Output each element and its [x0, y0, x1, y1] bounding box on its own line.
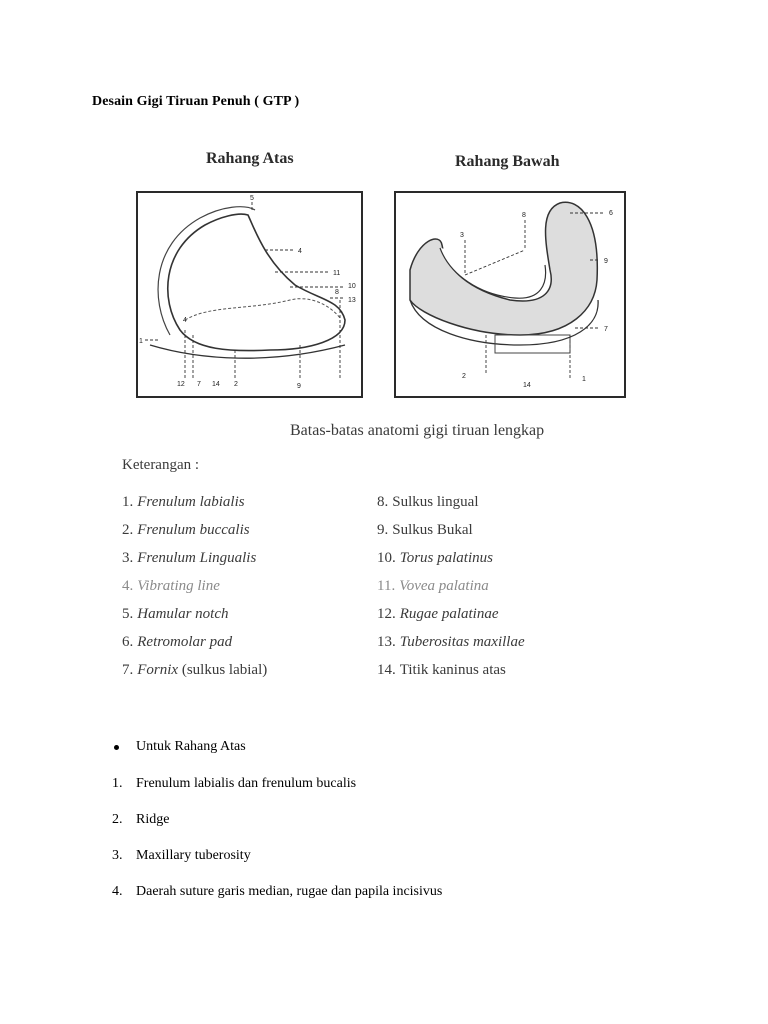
legend-left-list [122, 494, 267, 690]
legend-item [377, 550, 525, 578]
label-7: 7 [197, 381, 201, 388]
label-2: 2 [234, 381, 238, 388]
bullet-item [114, 739, 246, 755]
numbered-list [112, 776, 442, 920]
list-item-text: Ridge [136, 812, 170, 827]
legend-item [122, 634, 267, 662]
label-3: 3 [460, 232, 464, 239]
legend-item-term: Torus palatinus [399, 550, 493, 566]
label-6: 6 [609, 210, 613, 217]
label-14: 14 [523, 382, 531, 389]
legend-item [122, 578, 267, 606]
bullet-text: Untuk Rahang Atas [136, 739, 246, 754]
label-8: 8 [522, 212, 526, 219]
label-2: 2 [462, 373, 466, 380]
list-item-number: 3. [112, 848, 123, 863]
legend-item-number: 3. [122, 550, 134, 566]
label-12: 12 [177, 381, 185, 388]
legend-item-number: 2. [122, 522, 134, 538]
lower-jaw-heading: Rahang Bawah [455, 153, 560, 170]
label-1: 1 [582, 376, 586, 383]
legend-item-number: 8. [377, 494, 389, 510]
label-5: 5 [250, 195, 254, 202]
list-item [112, 812, 442, 848]
list-item-text: Maxillary tuberosity [136, 848, 251, 863]
legend-item-term: Vibrating line [137, 578, 220, 594]
legend-item [377, 606, 525, 634]
legend-item-term: Retromolar pad [137, 634, 233, 650]
upper-jaw-heading: Rahang Atas [206, 150, 294, 167]
legend-item [122, 606, 267, 634]
legend-item-term: Sulkus Bukal [392, 522, 473, 538]
legend-item-term: Tuberositas maxillae [399, 634, 525, 650]
label-11: 11 [333, 270, 341, 277]
label-1: 1 [139, 338, 143, 345]
upper-jaw-diagram [137, 192, 362, 397]
legend-item-number: 11. [377, 578, 396, 594]
legend-item-number: 14. [377, 662, 396, 678]
legend-item-number: 10. [377, 550, 396, 566]
legend-title: Keterangan : [122, 457, 200, 473]
legend-item-term: Vovea palatina [399, 578, 489, 594]
label-7: 7 [604, 326, 608, 333]
legend-item [122, 522, 267, 550]
document-title: Desain Gigi Tiruan Penuh ( GTP ) [92, 94, 300, 109]
legend-item-term: Frenulum buccalis [137, 522, 250, 538]
label-9: 9 [604, 258, 608, 265]
legend-item-number: 1. [122, 494, 134, 510]
figure-caption: Batas-batas anatomi gigi tiruan lengkap [290, 422, 545, 439]
legend-right-list [377, 494, 525, 690]
legend-item [377, 634, 525, 662]
legend-item [377, 662, 525, 690]
legend-item-term: Frenulum Lingualis [137, 550, 257, 566]
list-item-number: 1. [112, 776, 123, 791]
legend-item-number: 5. [122, 606, 134, 622]
legend-item [122, 550, 267, 578]
upper-jaw-labels [139, 195, 356, 390]
legend-item [377, 578, 525, 606]
legend-item-number: 4. [122, 578, 134, 594]
list-item [112, 884, 442, 920]
label-14: 14 [212, 381, 220, 388]
legend-item-number: 12. [377, 606, 396, 622]
label-9: 9 [297, 383, 301, 390]
legend-item [377, 522, 525, 550]
label-10: 10 [348, 283, 356, 290]
label-4: 4 [298, 248, 302, 255]
legend-item-term: Fornix [137, 662, 179, 678]
list-item [112, 848, 442, 884]
label-3: 4 [183, 317, 187, 324]
legend-item-term: Rugae palatinae [399, 606, 499, 622]
legend-item [122, 662, 267, 690]
label-13: 13 [348, 297, 356, 304]
bullet-dot [114, 745, 119, 750]
legend-item-number: 9. [377, 522, 389, 538]
legend-item-number: 13. [377, 634, 396, 650]
legend-item-suffix: (sulkus labial) [178, 662, 268, 678]
denture-anatomy-figure [0, 0, 768, 420]
legend-item-number: 7. [122, 662, 134, 678]
list-item-number: 2. [112, 812, 123, 827]
lower-jaw-diagram [395, 192, 625, 397]
list-item-text: Frenulum labialis dan frenulum bucalis [136, 776, 357, 791]
legend-item-term: Frenulum labialis [137, 494, 245, 510]
label-8: 8 [335, 289, 339, 296]
legend-item [122, 494, 267, 522]
legend-item-term: Sulkus lingual [392, 494, 479, 510]
legend-item-number: 6. [122, 634, 134, 650]
legend-item-term: Titik kaninus atas [399, 662, 506, 678]
list-item-text: Daerah suture garis median, rugae dan papila incisivus [136, 884, 443, 899]
legend-item-term: Hamular notch [137, 606, 229, 622]
legend-item [377, 494, 525, 522]
list-item-number: 4. [112, 884, 123, 899]
list-item [112, 776, 442, 812]
